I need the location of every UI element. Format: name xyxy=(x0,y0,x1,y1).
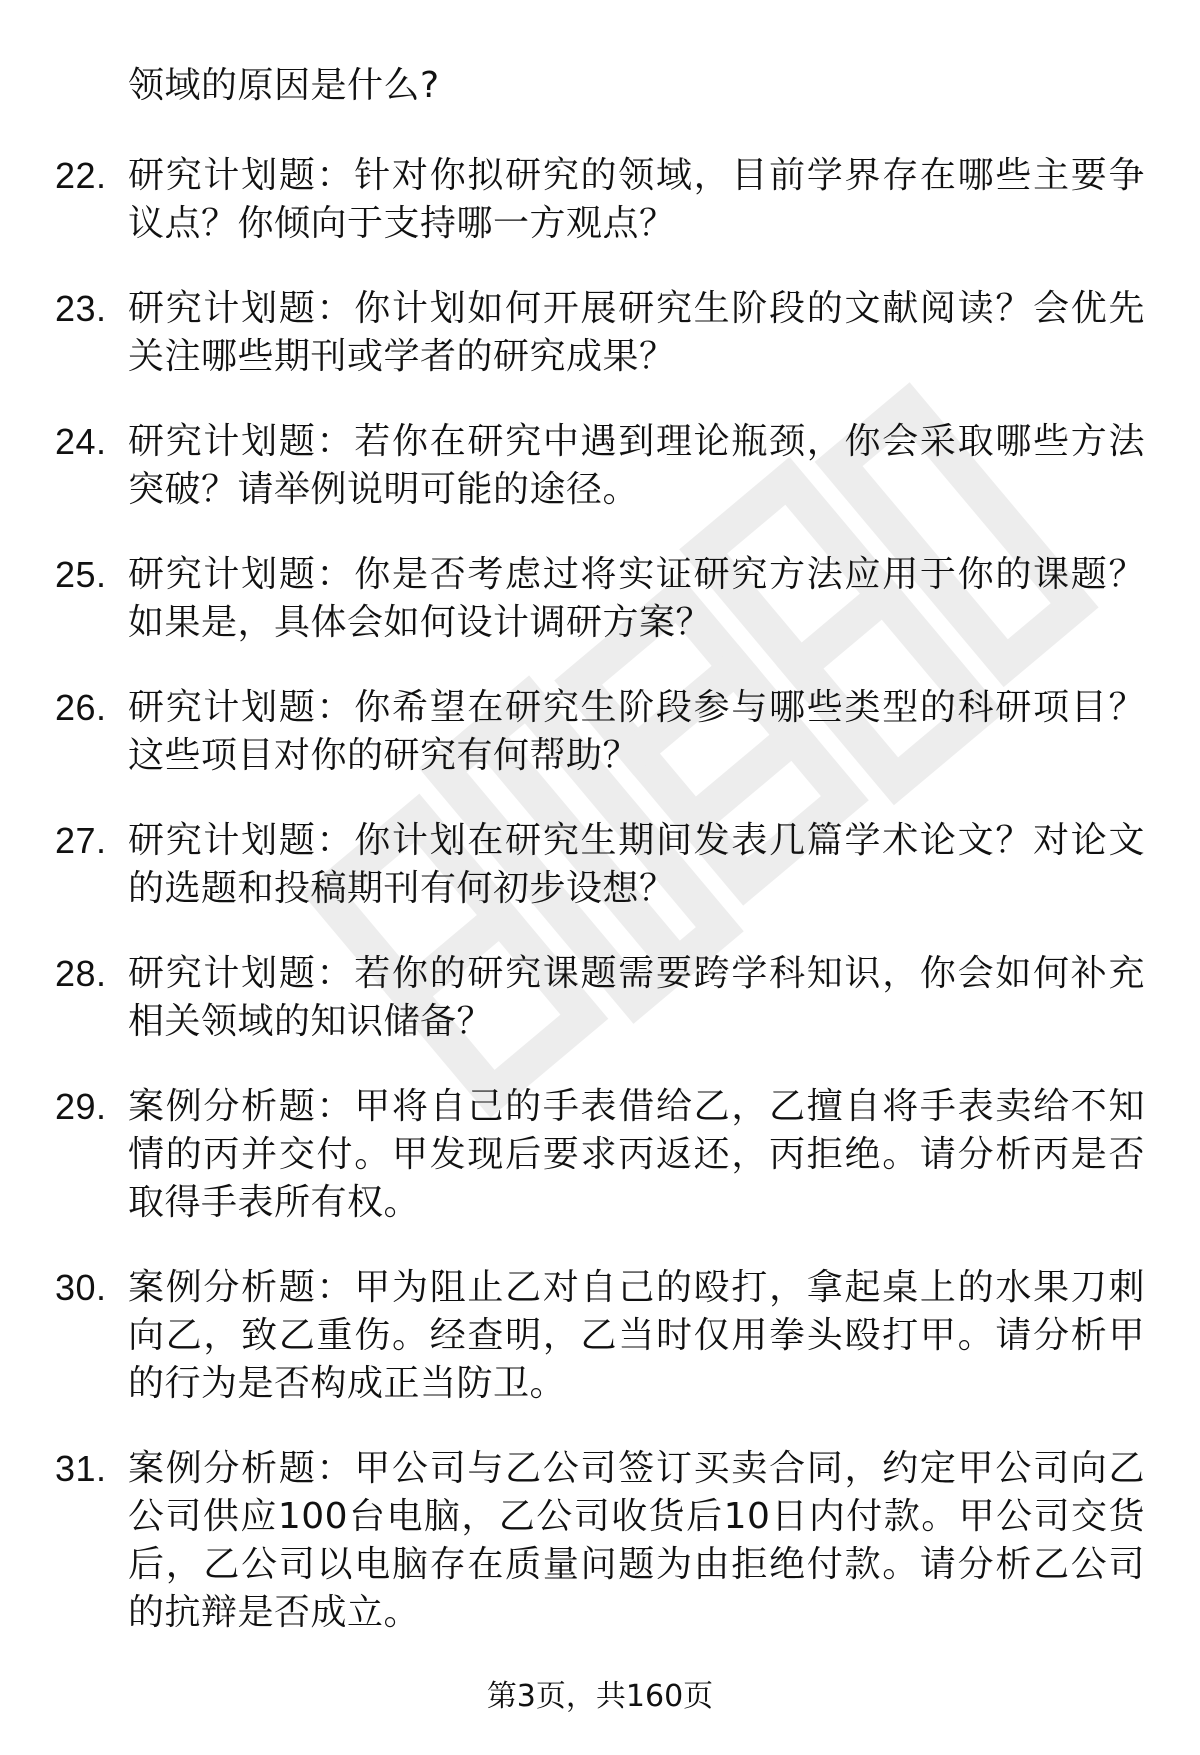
question-item xyxy=(55,817,1145,913)
question-item xyxy=(55,285,1145,381)
question-text: 案例分析题：甲为阻止乙对自己的殴打，拿起桌上的水果刀刺向乙，致乙重伤。经查明，乙当时仅用拳头殴打甲。请分析甲的行为是否构成正当防卫。 xyxy=(128,1267,1145,1404)
question-item xyxy=(55,684,1145,780)
question-number: 31. xyxy=(55,1448,107,1489)
question-text: 案例分析题：甲将自己的手表借给乙，乙擅自将手表卖给不知情的丙并交付。甲发现后要求丙返还，丙拒绝。请分析丙是否取得手表所有权。 xyxy=(128,1086,1145,1223)
question-text: 研究计划题：你是否考虑过将实证研究方法应用于你的课题？如果是，具体会如何设计调研方案？ xyxy=(128,554,1145,643)
question-number: 26. xyxy=(55,687,107,728)
question-item xyxy=(55,1264,1145,1408)
question-number: 23. xyxy=(55,288,107,329)
question-text: 研究计划题：你计划如何开展研究生阶段的文献阅读？会优先关注哪些期刊或学者的研究成果？ xyxy=(128,288,1145,377)
continuation-text: 领域的原因是什么? xyxy=(128,65,440,106)
question-text: 研究计划题：若你在研究中遇到理论瓶颈，你会采取哪些方法突破？请举例说明可能的途径。 xyxy=(128,421,1145,510)
question-number: 22. xyxy=(55,155,107,196)
question-number: 25. xyxy=(55,554,107,595)
question-number: 30. xyxy=(55,1267,107,1308)
question-number: 28. xyxy=(55,953,107,994)
question-item xyxy=(55,152,1145,248)
question-item xyxy=(55,950,1145,1046)
question-text: 研究计划题：若你的研究课题需要跨学科知识，你会如何补充相关领域的知识储备？ xyxy=(128,953,1145,1042)
question-item xyxy=(55,1445,1145,1637)
question-text: 研究计划题：针对你拟研究的领域，目前学界存在哪些主要争议点？你倾向于支持哪一方观点？ xyxy=(128,155,1145,244)
question-number: 24. xyxy=(55,421,107,462)
question-item xyxy=(55,418,1145,514)
question-list xyxy=(55,152,1145,1637)
question-number: 29. xyxy=(55,1086,107,1127)
page-footer: 第3页，共160页 xyxy=(486,1679,714,1714)
question-content xyxy=(55,62,1145,1637)
question-item xyxy=(55,551,1145,647)
question-number: 27. xyxy=(55,820,107,861)
question-item xyxy=(55,1083,1145,1227)
question-text: 案例分析题：甲公司与乙公司签订买卖合同，约定甲公司向乙公司供应100台电脑，乙公司收货后10日内付款。甲公司交货后，乙公司以电脑存在质量问题为由拒绝付款。请分析乙公司的抗辩是否成立。 xyxy=(128,1448,1145,1633)
question-text: 研究计划题：你计划在研究生期间发表几篇学术论文？对论文的选题和投稿期刊有何初步设想？ xyxy=(128,820,1145,909)
question-text: 研究计划题：你希望在研究生阶段参与哪些类型的科研项目？这些项目对你的研究有何帮助？ xyxy=(128,687,1145,776)
